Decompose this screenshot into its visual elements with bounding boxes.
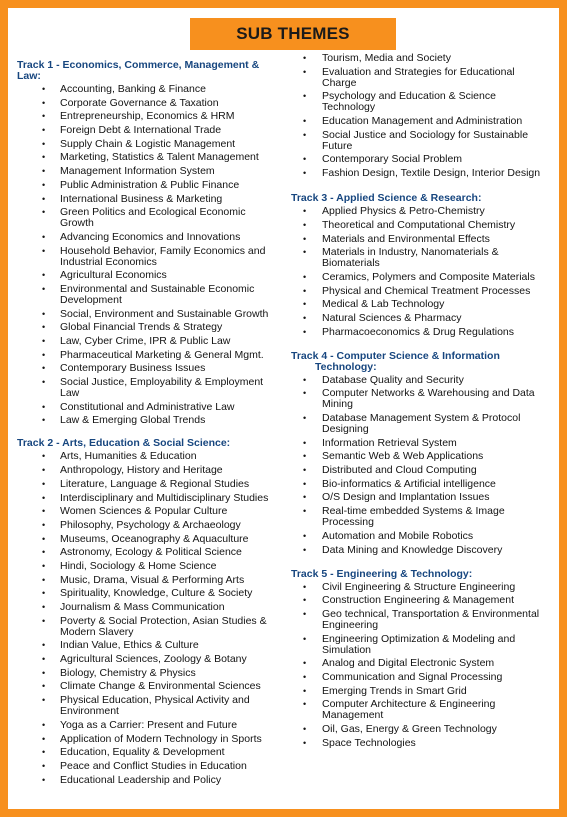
list-item [17, 588, 275, 599]
list-item [291, 116, 551, 127]
bullet-icon: • [42, 401, 46, 412]
list-item-text: Contemporary Business Issues [60, 362, 206, 375]
bullet-icon: • [303, 671, 307, 682]
bullet-icon: • [303, 219, 307, 230]
page-sheet [8, 8, 559, 809]
list-item-text: Construction Engineering & Management [322, 594, 515, 607]
bullet-icon: • [303, 53, 307, 63]
list-item [17, 734, 275, 745]
bullet-icon: • [42, 349, 46, 360]
list-item [291, 438, 551, 449]
list-item-text: Semantic Web & Web Applications [322, 450, 484, 463]
list-item-text: Poverty & Social Protection, Asian Studies & Modern Slavery [60, 614, 267, 638]
list-item [291, 313, 551, 324]
bullet-icon: • [42, 506, 46, 517]
list-item-text: Interdisciplinary and Multidisciplinary Studies [60, 491, 269, 504]
list-item [17, 668, 275, 679]
track-5-list [291, 582, 551, 749]
bullet-icon: • [42, 125, 46, 136]
track-5-title: Track 5 - Engineering & Technology: [291, 567, 473, 580]
list-item-text: Entrepreneurship, Economics & HRM [60, 110, 235, 123]
bullet-icon: • [42, 193, 46, 204]
list-item-text: Materials in Industry, Nanomaterials & Biomaterials [322, 246, 499, 270]
bullet-icon: • [303, 233, 307, 244]
bullet-icon: • [303, 154, 307, 165]
list-item-text: International Business & Marketing [60, 192, 223, 205]
list-item-text: Space Technologies [322, 736, 416, 749]
list-item [291, 451, 551, 462]
list-item [291, 91, 551, 113]
list-item [291, 634, 551, 656]
bullet-icon: • [42, 336, 46, 346]
track-1-list [17, 84, 275, 426]
bullet-icon: • [303, 285, 307, 296]
list-item [17, 363, 275, 374]
list-item-text: Emerging Trends in Smart Grid [322, 684, 467, 697]
list-item [291, 206, 551, 217]
list-item [17, 180, 275, 191]
list-item-text: O/S Design and Implantation Issues [322, 491, 490, 504]
bullet-icon: • [42, 270, 46, 281]
list-item [291, 375, 551, 386]
list-item [17, 166, 275, 177]
bullet-icon: • [303, 530, 307, 541]
list-item-text: Education Management and Administration [322, 115, 523, 128]
bullet-icon: • [303, 492, 307, 503]
list-item-text: Social Justice and Sociology for Sustainable Future [322, 128, 529, 152]
bullet-icon: • [42, 667, 46, 678]
list-item [17, 194, 275, 205]
list-item [17, 207, 275, 229]
bullet-icon: • [303, 374, 307, 385]
track-2-list [17, 451, 275, 785]
list-item [17, 547, 275, 558]
list-item [17, 775, 275, 786]
list-item-text: Evaluation and Strategies for Educational Charge [322, 65, 515, 89]
bullet-icon: • [303, 699, 307, 710]
list-item-text: Environmental and Sustainable Economic Development [60, 282, 255, 306]
list-item [17, 465, 275, 476]
bullet-icon: • [42, 207, 46, 218]
list-item [17, 654, 275, 665]
bullet-icon: • [42, 377, 46, 388]
list-item [291, 738, 551, 749]
bullet-icon: • [303, 737, 307, 748]
list-item-text: Tourism, Media and Society [322, 52, 451, 64]
bullet-icon: • [42, 179, 46, 190]
list-item [17, 720, 275, 731]
bullet-icon: • [303, 129, 307, 140]
bullet-icon: • [42, 152, 46, 163]
bullet-icon: • [303, 478, 307, 489]
track-1-title: Track 1 - Economics, Commerce, Management & Law: [17, 59, 260, 82]
bullet-icon: • [42, 245, 46, 256]
list-item [291, 699, 551, 721]
bullet-icon: • [42, 138, 46, 149]
bullet-icon: • [42, 97, 46, 108]
list-item-text: Medical & Lab Technology [322, 298, 445, 311]
bullet-icon: • [303, 544, 307, 555]
list-item [17, 232, 275, 243]
bullet-icon: • [42, 478, 46, 489]
list-item-text: Information Retrieval System [322, 436, 457, 449]
list-item-text: Constitutional and Administrative Law [60, 400, 235, 413]
track-2 [17, 438, 275, 785]
bullet-icon: • [42, 747, 46, 758]
banner-title: SUB THEMES [236, 24, 350, 43]
bullet-icon: • [42, 451, 46, 462]
list-item [291, 327, 551, 338]
bullet-icon: • [303, 413, 307, 423]
bullet-icon: • [303, 312, 307, 323]
list-item [291, 413, 551, 435]
list-item [291, 582, 551, 593]
list-item [17, 761, 275, 772]
list-item-text: Applied Physics & Petro-Chemistry [322, 205, 485, 218]
list-item-text: Women Sciences & Popular Culture [60, 505, 228, 518]
list-item [17, 695, 275, 717]
list-item [17, 602, 275, 613]
bullet-icon: • [42, 760, 46, 771]
bullet-icon: • [42, 111, 46, 122]
right-column [291, 53, 551, 762]
sub-themes-banner [190, 18, 396, 50]
list-item [291, 479, 551, 490]
bullet-icon: • [303, 437, 307, 448]
list-item-text: Computer Architecture & Engineering Management [322, 698, 496, 722]
list-item-text: Global Financial Trends & Strategy [60, 321, 223, 334]
bullet-icon: • [303, 658, 307, 669]
bullet-icon: • [303, 66, 307, 77]
track-5 [291, 569, 551, 749]
bullet-icon: • [42, 84, 46, 94]
list-item [291, 609, 551, 631]
bullet-icon: • [42, 492, 46, 503]
left-column [17, 60, 275, 798]
list-item-text: Oil, Gas, Energy & Green Technology [322, 723, 497, 735]
list-item [291, 286, 551, 297]
bullet-icon: • [42, 560, 46, 571]
list-item-text: Corporate Governance & Taxation [60, 96, 219, 109]
list-item-text: Peace and Conflict Studies in Education [60, 759, 247, 772]
list-item-text: Foreign Debt & International Trade [60, 124, 222, 137]
list-item-text: Engineering Optimization & Modeling and Simulation [322, 632, 516, 656]
track-3 [291, 193, 551, 338]
list-item [17, 322, 275, 333]
list-item-text: Biology, Chemistry & Physics [60, 666, 196, 679]
bullet-icon: • [42, 574, 46, 585]
list-item [291, 247, 551, 269]
list-item-text: Astronomy, Ecology & Political Science [60, 546, 242, 559]
list-item-text: Social Justice, Employability & Employment Law [60, 376, 264, 400]
bullet-icon: • [303, 271, 307, 282]
list-item-text: Psychology and Education & Science Technology [322, 90, 496, 114]
list-item-text: Geo technical, Transportation & Environmental Engineering [322, 607, 540, 631]
bullet-icon: • [42, 774, 46, 785]
bullet-icon: • [303, 451, 307, 462]
list-item [291, 388, 551, 410]
list-item [17, 561, 275, 572]
list-item [17, 377, 275, 399]
list-item [17, 284, 275, 306]
list-item [17, 640, 275, 651]
bullet-icon: • [42, 519, 46, 530]
track-2-title: Track 2 - Arts, Education & Social Science: [17, 437, 231, 450]
list-item [291, 130, 551, 152]
list-item-text: Educational Leadership and Policy [60, 773, 222, 786]
list-item [17, 747, 275, 758]
list-item-text: Physical and Chemical Treatment Processes [322, 284, 531, 297]
list-item-text: Management Information System [60, 165, 215, 178]
bullet-icon: • [303, 633, 307, 644]
list-item-text: Data Mining and Knowledge Discovery [322, 543, 503, 556]
list-item-text: Climate Change & Environmental Sciences [60, 680, 261, 693]
list-item [291, 465, 551, 476]
track-3-list [291, 206, 551, 338]
list-item-text: Civil Engineering & Structure Engineering [322, 580, 516, 593]
list-item [291, 53, 551, 64]
bullet-icon: • [42, 615, 46, 626]
list-item [291, 545, 551, 556]
list-item-text: Materials and Environmental Effects [322, 232, 490, 245]
list-item [17, 575, 275, 586]
list-item-text: Museums, Oceanography & Aquaculture [60, 532, 249, 545]
list-item [17, 616, 275, 638]
bullet-icon: • [303, 608, 307, 619]
list-item-text: Philosophy, Psychology & Archaeology [60, 518, 241, 531]
list-item [291, 168, 551, 179]
list-item-text: Fashion Design, Textile Design, Interior Design [322, 167, 541, 180]
list-item-text: Ceramics, Polymers and Composite Materials [322, 270, 535, 283]
track-4-title: Track 4 - Computer Science & Information Technology: [291, 349, 500, 373]
list-item [291, 67, 551, 89]
list-item-text: Natural Sciences & Pharmacy [322, 311, 462, 324]
list-item [17, 451, 275, 462]
list-item [17, 506, 275, 517]
bullet-icon: • [42, 415, 46, 426]
bullet-icon: • [303, 168, 307, 179]
list-item-text: Law & Emerging Global Trends [60, 414, 206, 427]
bullet-icon: • [42, 733, 46, 744]
list-item [17, 84, 275, 95]
list-item [17, 415, 275, 426]
list-item-text: Green Politics and Ecological Economic Growth [60, 206, 246, 230]
list-item-text: Literature, Language & Regional Studies [60, 477, 250, 490]
track-2-continued-list [291, 53, 551, 179]
bullet-icon: • [303, 247, 307, 258]
list-item-text: Theoretical and Computational Chemistry [322, 218, 516, 231]
list-item-text: Accounting, Banking & Finance [60, 83, 206, 95]
list-item [17, 309, 275, 320]
list-item-text: Agricultural Economics [60, 269, 167, 282]
bullet-icon: • [303, 326, 307, 337]
list-item [291, 492, 551, 503]
list-item-text: Supply Chain & Logistic Management [60, 137, 236, 150]
list-item [17, 493, 275, 504]
list-item-text: Application of Modern Technology in Sports [60, 732, 262, 745]
bullet-icon: • [42, 681, 46, 692]
list-item-text: Social, Environment and Sustainable Growth [60, 307, 269, 320]
bullet-icon: • [42, 602, 46, 612]
list-item [291, 272, 551, 283]
list-item [291, 506, 551, 528]
list-item-text: Spirituality, Knowledge, Culture & Society [60, 587, 253, 600]
list-item [291, 595, 551, 606]
list-item-text: Database Management System & Protocol Designing [322, 412, 521, 435]
list-item-text: Contemporary Social Problem [322, 153, 463, 166]
track-4 [291, 351, 551, 556]
list-item-text: Indian Value, Ethics & Culture [60, 639, 199, 652]
bullet-icon: • [42, 719, 46, 730]
list-item-text: Hindi, Sociology & Home Science [60, 559, 217, 572]
bullet-icon: • [303, 116, 307, 127]
list-item [291, 672, 551, 683]
list-item [17, 534, 275, 545]
list-item [291, 658, 551, 669]
track-4-list [291, 375, 551, 556]
bullet-icon: • [303, 581, 307, 592]
bullet-icon: • [42, 322, 46, 333]
list-item [291, 686, 551, 697]
track-1 [17, 60, 275, 426]
list-item-text: Household Behavior, Family Economics and Industrial Economics [60, 244, 266, 268]
list-item-text: Public Administration & Public Finance [60, 178, 240, 191]
list-item [291, 531, 551, 542]
list-item [291, 234, 551, 245]
bullet-icon: • [42, 533, 46, 544]
list-item [17, 402, 275, 413]
track-2-continued [291, 53, 551, 179]
bullet-icon: • [303, 465, 307, 476]
bullet-icon: • [42, 231, 46, 242]
bullet-icon: • [42, 308, 46, 319]
bullet-icon: • [42, 465, 46, 476]
bullet-icon: • [42, 363, 46, 374]
list-item [17, 125, 275, 136]
list-item-text: Education, Equality & Development [60, 746, 225, 759]
list-item-text: Agricultural Sciences, Zoology & Botany [60, 653, 247, 666]
bullet-icon: • [42, 640, 46, 651]
list-item-text: Distributed and Cloud Computing [322, 464, 477, 477]
list-item-text: Computer Networks & Warehousing and Data Mining [322, 387, 535, 411]
bullet-icon: • [303, 685, 307, 696]
bullet-icon: • [42, 283, 46, 294]
list-item [17, 139, 275, 150]
list-item [17, 681, 275, 692]
list-item [17, 350, 275, 361]
list-item-text: Pharmaceutical Marketing & General Mgmt. [60, 348, 264, 361]
list-item [17, 98, 275, 109]
list-item [291, 299, 551, 310]
bullet-icon: • [42, 695, 46, 706]
list-item [17, 336, 275, 347]
list-item-text: Journalism & Mass Communication [60, 601, 225, 613]
list-item [291, 724, 551, 735]
bullet-icon: • [303, 506, 307, 517]
bullet-icon: • [42, 166, 46, 177]
track-3-title: Track 3 - Applied Science & Research: [291, 192, 482, 205]
list-item [17, 111, 275, 122]
list-item [291, 220, 551, 231]
list-item [291, 154, 551, 165]
list-item-text: Law, Cyber Crime, IPR & Public Law [60, 335, 231, 347]
list-item-text: Automation and Mobile Robotics [322, 529, 474, 542]
list-item-text: Advancing Economics and Innovations [60, 230, 241, 243]
bullet-icon: • [303, 299, 307, 310]
list-item-text: Music, Drama, Visual & Performing Arts [60, 573, 245, 586]
list-item [17, 246, 275, 268]
list-item-text: Arts, Humanities & Education [60, 450, 197, 463]
list-item [17, 479, 275, 490]
list-item-text: Marketing, Statistics & Talent Management [60, 151, 259, 164]
list-item-text: Bio-informatics & Artificial intelligence [322, 477, 496, 490]
list-item-text: Yoga as a Carrier: Present and Future [60, 718, 238, 731]
list-item-text: Communication and Signal Processing [322, 670, 503, 683]
list-item-text: Physical Education, Physical Activity and Environment [60, 694, 250, 718]
bullet-icon: • [303, 206, 307, 217]
bullet-icon: • [303, 91, 307, 102]
list-item [17, 520, 275, 531]
list-item-text: Analog and Digital Electronic System [322, 657, 495, 670]
bullet-icon: • [42, 547, 46, 558]
list-item-text: Database Quality and Security [322, 373, 464, 386]
bullet-icon: • [303, 388, 307, 399]
bullet-icon: • [42, 588, 46, 599]
list-item-text: Pharmacoeconomics & Drug Regulations [322, 325, 515, 338]
list-item [17, 152, 275, 163]
list-item [17, 270, 275, 281]
list-item-text: Anthropology, History and Heritage [60, 464, 223, 477]
bullet-icon: • [303, 595, 307, 606]
bullet-icon: • [303, 724, 307, 734]
bullet-icon: • [42, 654, 46, 665]
list-item-text: Real-time embedded Systems & Image Processing [322, 505, 505, 529]
